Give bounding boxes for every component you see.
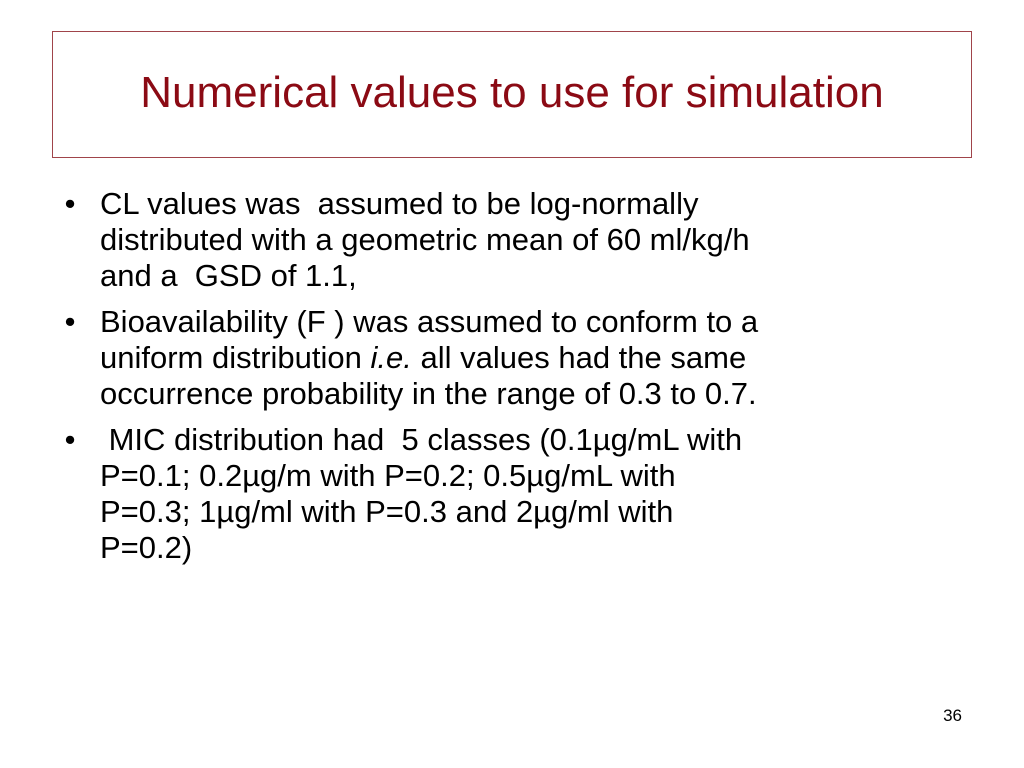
bullet-line-part: uniform distribution <box>100 340 371 375</box>
bullet-line: and a GSD of 1.1, <box>100 258 357 293</box>
bullet-icon: • <box>64 422 76 457</box>
bullet-list <box>60 186 970 576</box>
bullet-line: P=0.2) <box>100 530 193 565</box>
bullet-line: P=0.1; 0.2µg/m with P=0.2; 0.5µg/mL with <box>100 458 676 493</box>
bullet-line: Bioavailability (F ) was assumed to conform to a <box>100 304 759 339</box>
bullet-item-clearance <box>60 186 970 294</box>
bullet-line-part: all values had the same <box>411 340 747 375</box>
bullet-line: distributed with a geometric mean of 60 ml/kg/h <box>100 222 750 257</box>
bullet-icon: • <box>64 186 76 221</box>
bullet-line: MIC distribution had 5 classes (0.1µg/mL with <box>100 422 743 457</box>
title-box <box>52 31 972 158</box>
bullet-line: occurrence probability in the range of 0.3 to 0.7. <box>100 376 757 411</box>
bullet-item-bioavailability <box>60 304 970 412</box>
bullet-line: CL values was assumed to be log-normally <box>100 186 699 221</box>
bullet-icon: • <box>64 304 76 339</box>
page-number: 36 <box>943 706 962 725</box>
bullet-line: P=0.3; 1µg/ml with P=0.3 and 2µg/ml with <box>100 494 674 529</box>
bullet-line-italic: i.e. <box>370 340 412 375</box>
bullet-item-mic-distribution <box>60 422 970 566</box>
bullet-line-mixed <box>100 340 970 376</box>
slide-title: Numerical values to use for simulation <box>140 67 884 117</box>
